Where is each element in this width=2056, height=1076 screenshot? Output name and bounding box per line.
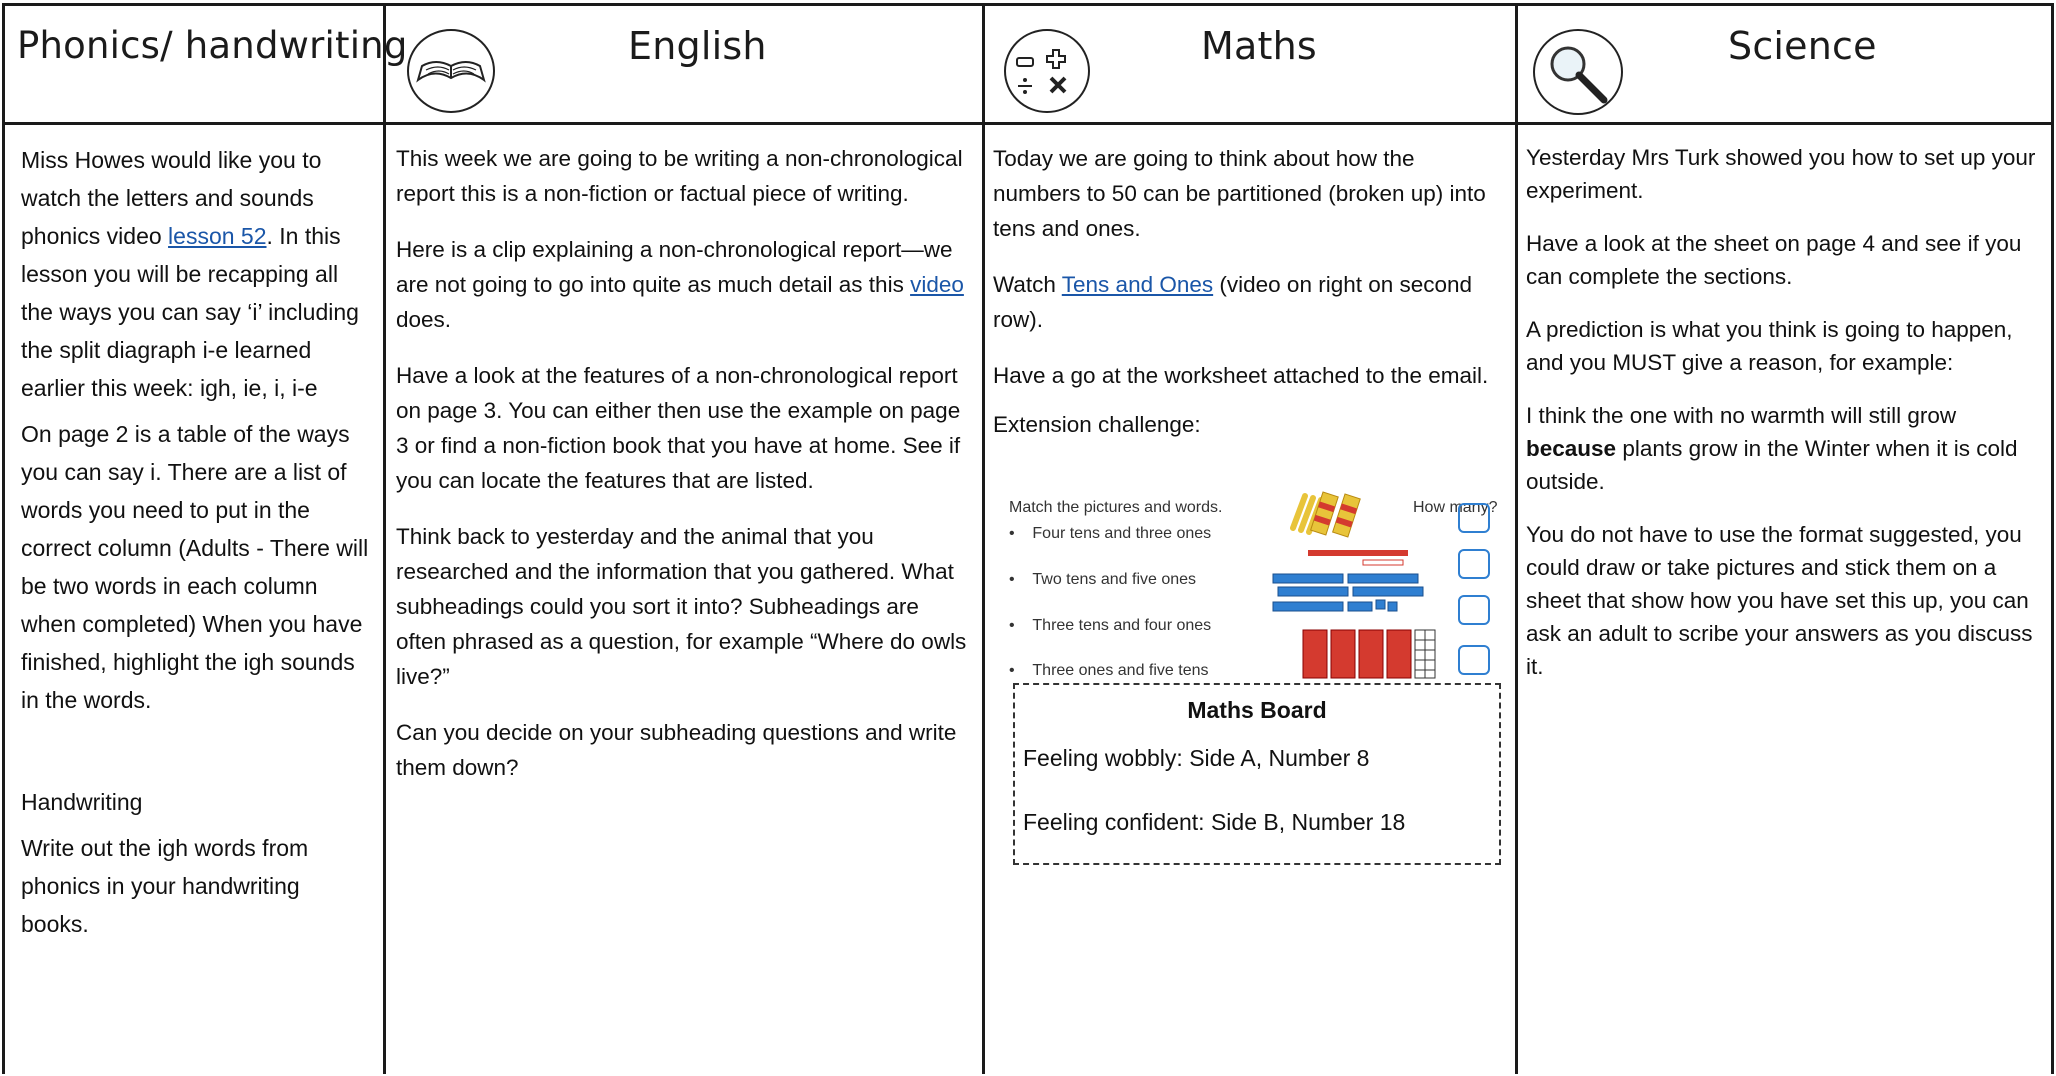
ten-frames-picture — [1303, 630, 1435, 678]
worksheet-item-text: Four tens and three ones — [1032, 525, 1212, 542]
phonics-text: Miss Howes would like you to watch the letters and sounds phonics video — [21, 147, 322, 249]
english-title: English — [628, 24, 767, 68]
open-book-icon — [406, 28, 496, 114]
phonics-header — [5, 6, 408, 122]
science-header — [1518, 6, 2051, 122]
answer-boxes — [1459, 504, 1489, 674]
maths-title: Maths — [1201, 24, 1317, 68]
science-paragraph — [1526, 399, 2045, 498]
science-column — [1518, 6, 2051, 1074]
maths-board — [1013, 683, 1501, 865]
science-bold-text: because — [1526, 436, 1617, 461]
english-column — [386, 6, 982, 1074]
bead-string-picture — [1308, 550, 1408, 565]
maths-header — [985, 6, 1515, 122]
worksheet-item-text: Three ones and five tens — [1032, 662, 1209, 679]
phonics-paragraph — [21, 141, 373, 407]
maths-body — [985, 125, 1515, 1074]
bullet: • — [1009, 571, 1015, 588]
phonics-text: . In this lesson you will be recapping all the ways you can say ‘i’ including the split diagraph i-e learned earlier this week: igh, ie, i, i-e — [21, 223, 359, 401]
worksheet-item-text: Three tens and four ones — [1032, 617, 1212, 634]
phonics-body — [5, 125, 383, 1074]
maths-paragraph: Have a go at the worksheet attached to the email. — [993, 363, 1489, 388]
magnifying-glass-icon — [1532, 28, 1624, 116]
english-text: does. — [396, 307, 452, 332]
phonics-column — [5, 6, 408, 1074]
english-paragraph: Can you decide on your subheading questions and write them down? — [396, 720, 957, 780]
maths-paragraph — [993, 267, 1507, 337]
how-many-label: How many? — [1413, 499, 1498, 516]
english-body — [386, 125, 982, 1074]
handwriting-heading: Handwriting — [21, 789, 143, 815]
video-link[interactable]: video — [910, 272, 964, 297]
base-ten-pictures — [1263, 488, 1513, 683]
timetable-grid — [2, 3, 2054, 1074]
science-paragraph: A prediction is what you think is going to happen, and you MUST give a reason, for example: — [1526, 317, 2013, 375]
science-paragraph: You do not have to use the format suggested, you could draw or take pictures and stick them on a sheet that show how you have set this up, you can ask an adult to scribe your answers as you discuss it. — [1526, 522, 2033, 679]
maths-operations-icon — [1003, 28, 1091, 114]
science-text: I think the one with no warmth will still grow — [1526, 403, 1957, 428]
maths-board-wobbly: Feeling wobbly: Side A, Number 8 — [1023, 745, 1370, 771]
maths-column — [985, 6, 1515, 1074]
worksheet-item — [1009, 562, 1196, 597]
science-text: plants grow in the Winter when it is cold outside. — [1526, 436, 2018, 494]
english-paragraph — [396, 232, 968, 337]
english-header — [386, 6, 982, 122]
maths-board-confident: Feeling confident: Side B, Number 18 — [1023, 809, 1406, 835]
phonics-paragraph: On page 2 is a table of the ways you can say i. There are a list of words you need to put in the correct column (Adults - There will be two words in each column when completed) When you have finished, highlight the igh sounds in the words. — [21, 421, 369, 713]
english-text: Here is a clip explaining a non-chronological report—we are not going to go into quite as much detail as this — [396, 237, 953, 297]
science-paragraph: Have a look at the sheet on page 4 and see if you can complete the sections. — [1526, 231, 2022, 289]
handwriting-paragraph: Write out the igh words from phonics in your handwriting books. — [21, 835, 309, 937]
worksheet-item — [1009, 516, 1211, 551]
maths-text: Watch — [993, 272, 1062, 297]
science-title: Science — [1728, 24, 1877, 68]
english-paragraph: This week we are going to be writing a non-chronological report this is a non-fiction or factual piece of writing. — [396, 146, 963, 206]
english-paragraph: Think back to yesterday and the animal that you researched and the information that you gathered. What subheadings could you sort it into? Subheadings are often phrased as a question, for example “Where do owls live?” — [396, 524, 967, 689]
worksheet-item — [1009, 608, 1211, 643]
worksheet-item-text: Two tens and five ones — [1032, 571, 1197, 588]
maths-text: (video on right on second row). — [993, 272, 1473, 332]
bullet: • — [1009, 525, 1015, 542]
bullet: • — [1009, 617, 1015, 634]
english-paragraph: Have a look at the features of a non-chronological report on page 3. You can either then use the example on page 3 or find a non-fiction book that you have at home. See if you can locate the features that are listed. — [396, 363, 961, 493]
worksheet-heading: Match the pictures and words. — [1009, 499, 1223, 516]
lesson-52-link[interactable]: lesson 52 — [168, 223, 267, 249]
bullet: • — [1009, 662, 1015, 679]
blue-cubes-picture — [1273, 574, 1423, 611]
tens-rods-picture — [1293, 492, 1360, 537]
science-paragraph: Yesterday Mrs Turk showed you how to set up your experiment. — [1526, 145, 2036, 203]
tens-ones-worksheet-image — [993, 478, 1507, 683]
science-body — [1518, 125, 2051, 1074]
phonics-title: Phonics/ handwriting — [17, 24, 408, 67]
extension-challenge-label: Extension challenge: — [993, 412, 1201, 437]
maths-paragraph: Today we are going to think about how the numbers to 50 can be partitioned (broken up) into tens and ones. — [993, 146, 1486, 241]
maths-board-title: Maths Board — [1187, 697, 1327, 723]
tens-and-ones-link[interactable]: Tens and Ones — [1061, 272, 1214, 297]
